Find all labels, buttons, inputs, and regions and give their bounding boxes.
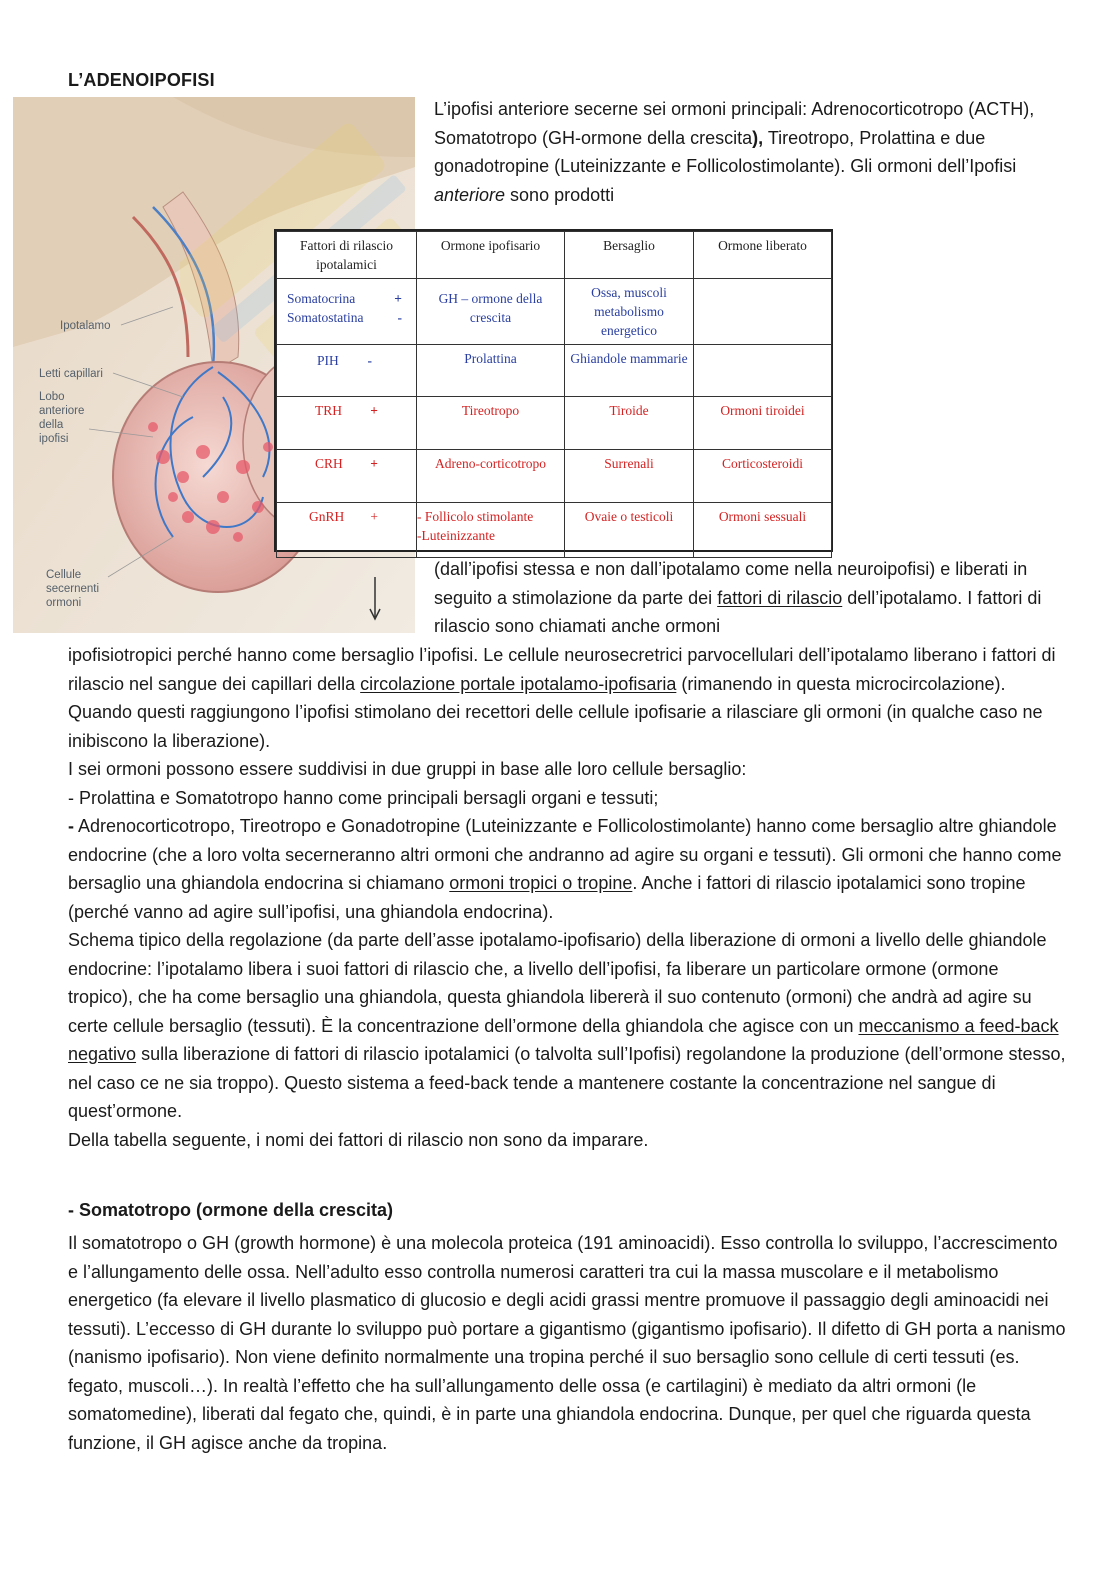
cell-liberato: Ormoni tiroidei [694, 397, 832, 450]
table-row [277, 503, 832, 558]
link-feedback-negativo: meccanismo a feed-back negativo [68, 1015, 1059, 1064]
hormone-table [274, 229, 833, 552]
table-row [277, 450, 832, 503]
cell-liberato [694, 279, 832, 345]
page-title: L’ADENOIPOFISI [68, 70, 215, 90]
table-row [277, 279, 832, 345]
cell-ormone: Prolattina [417, 345, 565, 397]
cell-ormone: GH – ormone della crescita [417, 279, 565, 345]
link-fattori-rilascio: fattori di rilascio [717, 587, 843, 608]
header-ormone-liberato: Ormone liberato [694, 232, 832, 279]
cell-ormone: Adreno-corticotropo [417, 450, 565, 503]
body-paragraph: Della tabella seguente, i nomi dei fattori di rilascio non sono da imparare. [68, 1129, 649, 1150]
link-circolazione-portale: circolazione portale ipotalamo-ipofisaria [360, 673, 677, 694]
label-letti-capillari: Letti capillari [39, 368, 103, 380]
cell-bersaglio: Surrenali [565, 450, 694, 503]
continuation-paragraph: (dall’ipofisi stessa e non dall’ipotalamo come nella neuroipofisi) e liberati in seguito a stimolazione da parte dei fattori di rilascio dell’ipotalamo. I fattori di rilascio sono chiamati anche ormoni [434, 559, 1042, 636]
cell-factor: CRH + [277, 450, 417, 503]
cell-ormone: Tireotropo [417, 397, 565, 450]
table-row [277, 397, 832, 450]
section-title: - Somatotropo (ormone della crescita) [68, 1200, 394, 1220]
cell-factor: Somatocrina + Somatostatina - [277, 279, 417, 345]
body-paragraph: I sei ormoni possono essere suddivisi in due gruppi in base alle loro cellule bersaglio: [68, 759, 747, 779]
body-paragraph: ipofisiotropici perché hanno come bersaglio l’ipofisi. Le cellule neurosecretrici parvocellulari dell’ipotalamo liberano i fattori di rilascio nel sangue dei capillari della circolazione portale ipotalamo-ipofisaria (rimanendo in questa microcircolazione). Quando questi raggiungono l’ipofisi stimolano dei recettori delle cellule ipofisarie a rilasciare gli ormoni (in qualche caso ne inibiscono la liberazione). [68, 645, 1056, 751]
cell-liberato: Corticosteroidi [694, 450, 832, 503]
header-bersaglio: Bersaglio [565, 232, 694, 279]
label-ipotalamo: Ipotalamo [60, 320, 111, 332]
cell-factor: TRH + [277, 397, 417, 450]
cell-ormone: - Follicolo stimolante -Luteinizzante [417, 503, 565, 558]
cell-factor: GnRH + [277, 503, 417, 558]
link-ormoni-tropici: ormoni tropici o tropine [449, 873, 633, 893]
table-header-row [277, 232, 832, 279]
label-cellule-secernenti: Cellule secernenti ormoni [46, 569, 100, 609]
cell-bersaglio: Tiroide [565, 397, 694, 450]
label-lobo-anteriore: Lobo anteriore della ipofisi [39, 391, 85, 445]
body-text [68, 641, 1068, 1154]
cell-bersaglio: Ovaie o testicoli [565, 503, 694, 558]
table-row [277, 345, 832, 397]
cell-bersaglio: Ossa, muscoli metabolismo energetico [565, 279, 694, 345]
header-fattori: Fattori di rilascio ipotalamici [277, 232, 417, 279]
section-paragraph: Il somatotropo o GH (growth hormone) è una molecola proteica (191 aminoacidi). Esso controlla lo sviluppo, l’accrescimento e l’allungamento delle ossa. Nell’adulto esso controlla numerosi caratteri tra cui la massa muscolare e il metabolismo energetico (fa elevare il livello plasmatico di glucosio e degli acidi grassi mentre promuove il passaggio degli aminoacidi nei tessuti). L’eccesso di GH durante lo sviluppo può portare a gigantismo (gigantismo ipofisario). Il difetto di GH porta a nanismo (nanismo ipofisario). Non viene definito normalmente una tropina perché il suo bersaglio sono cellule di certi tessuti (es. fegato, muscoli…). In realtà l’effetto che ha sull’allungamento delle ossa (e cartilagini) è mediato da altri ormoni (le somatomedine), liberati dal fegato che, quindi, è in parte una ghiandola endocrina. Dunque, per quel che riguarda questa funzione, il GH agisce anche da tropina. [68, 1233, 1066, 1453]
cell-liberato [694, 345, 832, 397]
body-paragraph: - Prolattina e Somatotropo hanno come principali bersagli organi e tessuti; [68, 787, 659, 808]
intro-paragraph: L’ipofisi anteriore secerne sei ormoni principali: Adrenocorticotropo (ACTH), Somatotropo (GH-ormone della crescita), Tireotropo, Prolattina e due gonadotropine (Luteinizzante e Follicolostimolante). Gli ormoni dell’Ipofisi anteriore sono prodotti [434, 99, 1035, 205]
cell-factor: PIH - [277, 345, 417, 397]
cell-bersaglio: Ghiandole mammarie [565, 345, 694, 397]
cell-liberato: Ormoni sessuali [694, 503, 832, 558]
header-ormone-ipofisario: Ormone ipofisario [417, 232, 565, 279]
body-paragraph: - Adrenocorticotropo, Tireotropo e Gonadotropine (Luteinizzante e Follicolostimolante) hanno come bersaglio altre ghiandole endocrine (che a loro volta secerneranno altri ormoni che andranno ad agire su organi e tessuti). Gli ormoni che hanno come bersaglio una ghiandola endocrina si chiamano ormoni tropici o tropine. Anche i fattori di rilascio ipotalamici sono tropine (perché vanno ad agire sull’ipofisi, una ghiandola endocrina). [68, 816, 1062, 922]
body-paragraph: Schema tipico della regolazione (da parte dell’asse ipotalamo-ipofisario) della liberazione di ormoni a livello delle ghiandole endocrine: l’ipotalamo libera i suoi fattori di rilascio che, a livello dell’ipofisi, fa liberare un particolare ormone (ormone tropico), che ha come bersaglio una ghiandola, questa ghiandola libererà il suo contenuto (ormoni) che andrà ad agire su certe cellule bersaglio (tessuti). È la concentrazione dell’ormone della ghiandola che agisce con un meccanismo a feed-back negativo sulla liberazione di fattori di rilascio ipotalamici (o talvolta sull’Ipofisi) regolandone la produzione (dell’ormone stesso, nel caso ce ne sia troppo). Questo sistema a feed-back tende a mantenere costante la concentrazione nel sangue di quest’ormone. [68, 930, 1066, 1121]
